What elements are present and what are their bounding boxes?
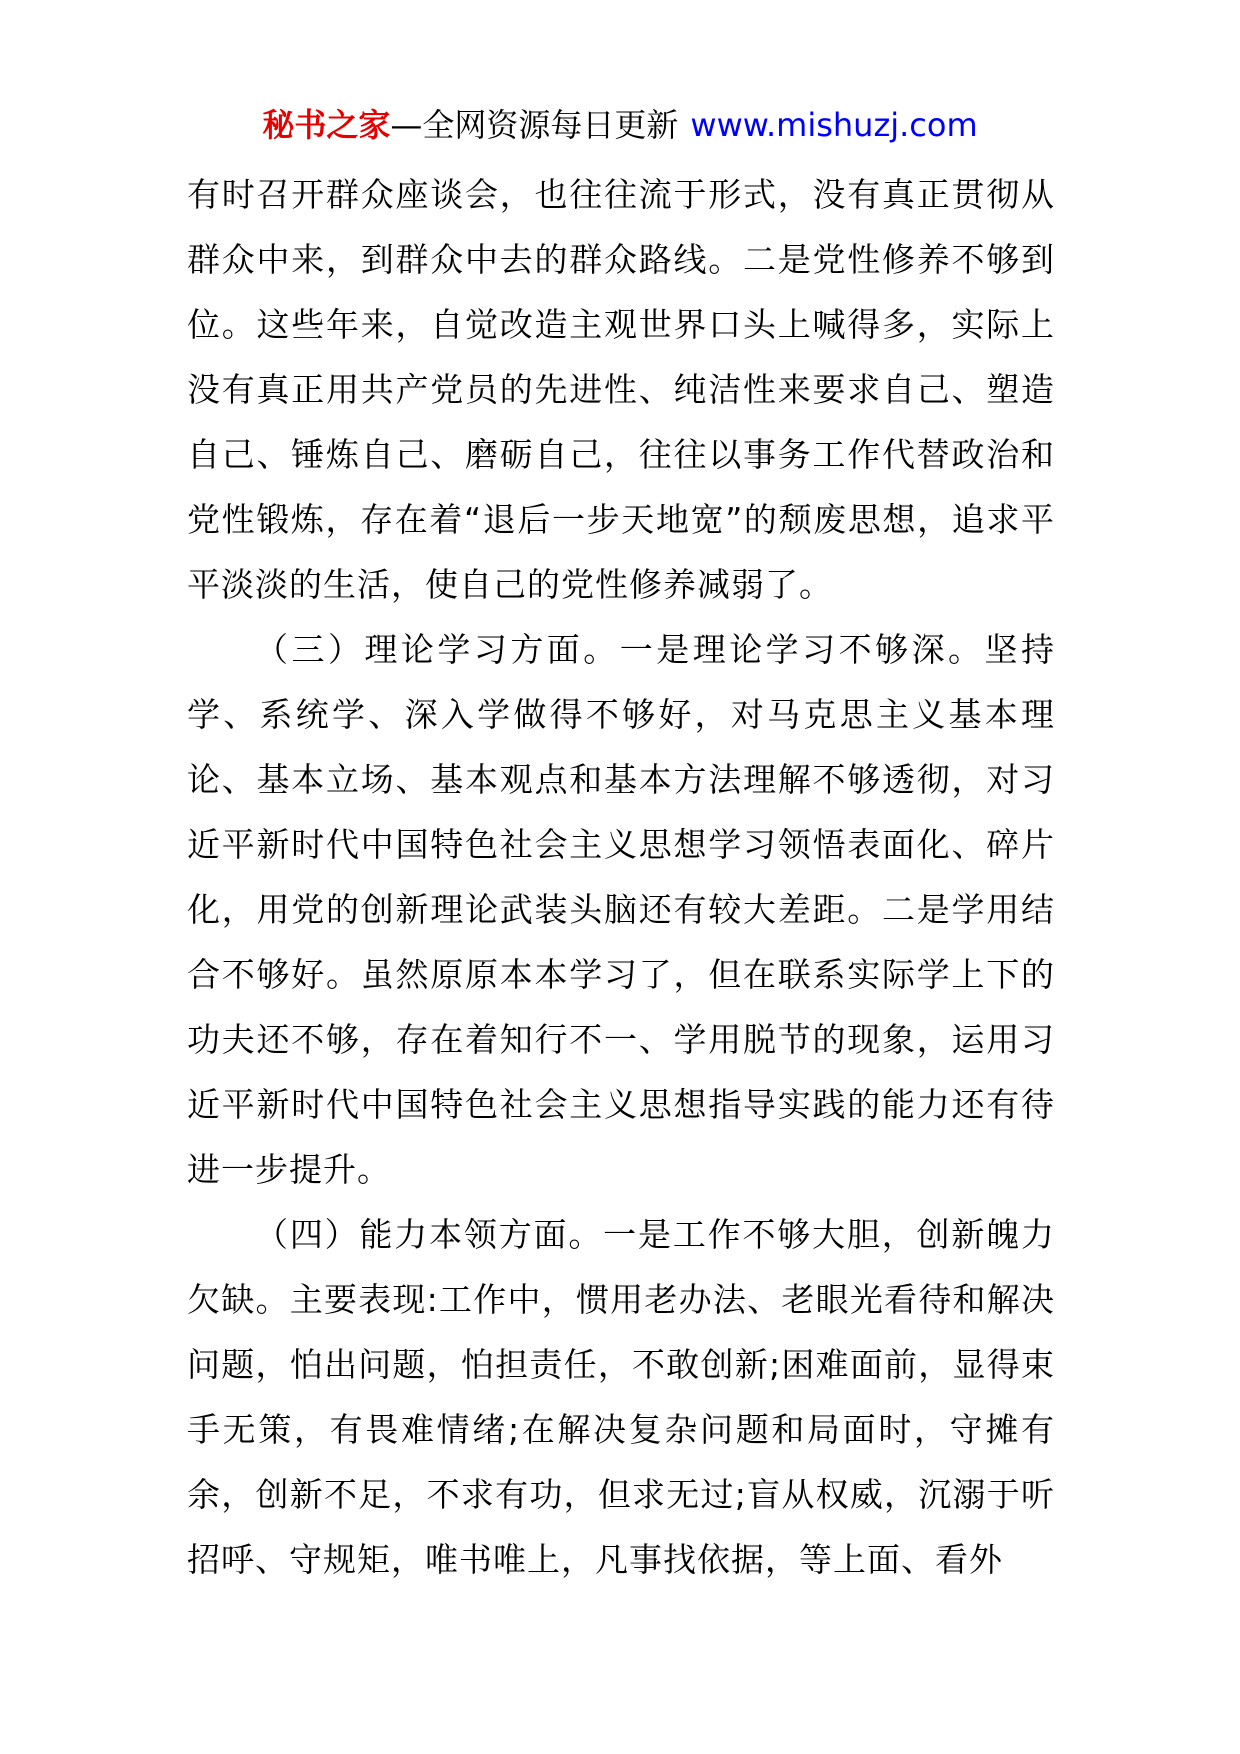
paragraph-theory-study: （三）理论学习方面。一是理论学习不够深。坚持学、系统学、深入学做得不够好，对马克思主义基本理论、基本立场、基本观点和基本方法理解不够透彻，对习近平新时代中国特色社会主义思想学习领悟表面化、碎片化，用党的创新理论武装头脑还有较大差距。二是学用结合不够好。虽然原原本本学习了，但在联系实际学上下的功夫还不够，存在着知行不一、学用脱节的现象，运用习近平新时代中国特色社会主义思想指导实践的能力还有待进一步提升。 <box>187 630 1055 1189</box>
brand-name: 秘书之家 <box>262 106 391 144</box>
document-body <box>187 162 1055 1592</box>
site-url-link[interactable]: www.mishuzj.com <box>690 106 978 144</box>
site-header <box>0 100 1240 150</box>
paragraph-ability: （四）能力本领方面。一是工作不够大胆，创新魄力欠缺。主要表现:工作中，惯用老办法、老眼光看待和解决问题，怕出问题，怕担责任，不敢创新;困难面前，显得束手无策，有畏难情绪;在解决复杂问题和局面时，守摊有余，创新不足，不求有功，但求无过;盲从权威，沉溺于听招呼、守规矩，唯书唯上，凡事找依据，等上面、看外 <box>187 1215 1055 1579</box>
header-tagline: —全网资源每日更新 <box>390 106 679 144</box>
paragraph-continuation: 有时召开群众座谈会，也往往流于形式，没有真正贯彻从群众中来，到群众中去的群众路线。二是党性修养不够到位。这些年来，自觉改造主观世界口头上喊得多，实际上没有真正用共产党员的先进性、纯洁性来要求自己、塑造自己、锤炼自己、磨砺自己，往往以事务工作代替政治和党性锻炼，存在着“退后一步天地宽”的颓废思想，追求平平淡淡的生活，使自己的党性修养减弱了。 <box>187 175 1055 604</box>
